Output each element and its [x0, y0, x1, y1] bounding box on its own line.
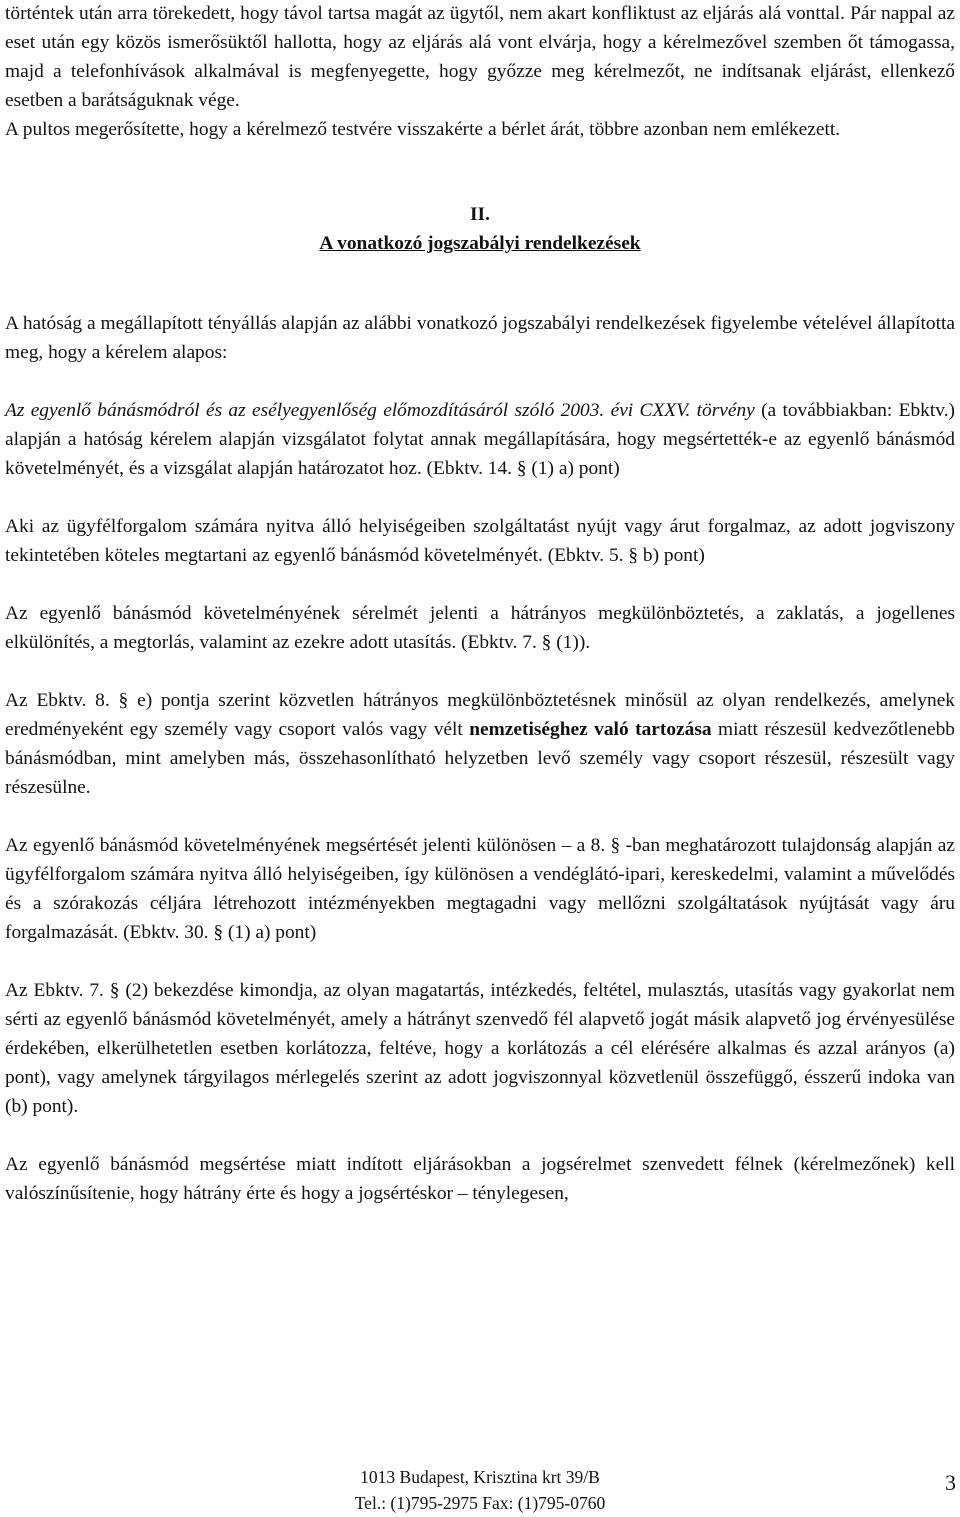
- footer-address: 1013 Budapest, Krisztina krt 39/B: [360, 1467, 600, 1487]
- paragraph-service-obligation: Aki az ügyfélforgalom számára nyitva álló helyiségeiben szolgáltatást nyújt vagy árut forgalmaz, az adott jogviszony tekintetében köteles megtartani az egyenlő bánásmód követelményét. (Ebktv. 5. § b) pont): [5, 516, 955, 566]
- footer-contact: Tel.: (1)795-2975 Fax: (1)795-0760: [354, 1493, 606, 1513]
- section-title: A vonatkozó jogszabályi rendelkezések: [319, 233, 641, 254]
- intro-paragraph: történtek után arra törekedett, hogy távol tartsa magát az ügytől, nem akart konfliktust az eljárás alá vonttal. Pár nappal az eset után egy közös ismerősüktől hallotta, hogy az eljárás alá vont elvárja, hogy a kérelmezővel szemben őt támogassa, majd a telefonhívások alkalmával is megfenyegette, hogy győzze meg kérelmezőt, ne indítsanak eljárást, ellenkező esetben a barátságuknak vége.: [5, 3, 955, 111]
- page-number: 3: [945, 1470, 956, 1495]
- paragraph-direct-discrimination: [5, 686, 955, 802]
- emphasis-nationality: nemzetiséghez való tartozása: [469, 719, 712, 740]
- paragraph-service-refusal: Az egyenlő bánásmód követelményének megsértését jelenti különösen – a 8. § -ban meghatározott tulajdonság alapján az ügyfélforgalom számára nyitva álló helyiségeiben, így különösen a vendéglátó-ipari, kereskedelmi, valamint a művelődés és a szórakozás céljára létrehozott intézményekben megtagadni vagy mellőzni szolgáltatások nyújtását vagy áru forgalmazását. (Ebktv. 30. § (1) a) pont): [5, 835, 955, 943]
- paragraph-burden-of-proof: Az egyenlő bánásmód megsértése miatt indított eljárásokban a jogsérelmet szenvedett félnek (kérelmezőnek) kell valószínűsítenie, hogy hátrány érte és hogy a jogsértéskor – ténylegesen,: [5, 1154, 955, 1204]
- paragraph-ebktv-intro-text: (a továbbiakban: Ebktv.) alapján a hatóság kérelem alapján vizsgálatot folytat annak megállapítására, hogy megsértették-e az egyenlő bánásmód követelményét, és a vizsgálat alapján határozatot hoz. (Ebktv. 14. § (1) a) pont): [5, 400, 955, 479]
- section-number: II.: [470, 204, 490, 225]
- bartender-paragraph: A pultos megerősítette, hogy a kérelmező testvére visszakérte a bérlet árát, többre azonban nem emlékezett.: [5, 119, 841, 140]
- paragraph-violation-forms: Az egyenlő bánásmód követelményének sérelmét jelenti a hátrányos megkülönböztetés, a zaklatás, a jogellenes elkülönítés, a megtorlás, valamint az ezekre adott utasítás. (Ebktv. 7. § (1)).: [5, 603, 955, 653]
- document-body: [5, 0, 955, 1208]
- paragraph-assessment: A hatóság a megállapított tényállás alapján az alábbi vonatkozó jogszabályi rendelkezések figyelembe vételével állapította meg, hogy a kérelem alapos:: [5, 313, 955, 363]
- paragraph-direct-discrimination-end: miatt részesül kedvezőtlenebb bánásmódban, mint amelyben más, összehasonlítható helyzetben levő személy vagy csoport részesül, részesült vagy részesülne.: [5, 719, 955, 798]
- paragraph-direct-discrimination-start: Az Ebktv. 8. § e) pontja szerint közvetlen hátrányos megkülönböztetésnek minősül az olyan rendelkezés, amelynek eredményeként egy személy vagy csoport valós vagy vélt: [5, 690, 955, 740]
- paragraph-ebktv-intro: [5, 396, 955, 483]
- paragraph-exemption: Az Ebktv. 7. § (2) bekezdése kimondja, az olyan magatartás, intézkedés, feltétel, mulasztás, utasítás vagy gyakorlat nem sérti az egyenlő bánásmód követelményét, amely a hátrányt szenvedő fél alapvető jogát másik alapvető jog érvényesülése érdekében, elkerülhetetlen esetben korlátozza, feltéve, hogy a korlátozás a cél elérésére alkalmas és azzal arányos (a) pont), vagy amelynek tárgyilagos mérlegelés szerint az adott jogviszonnyal közvetlenül összefüggő, ésszerű indoka van (b) pont).: [5, 980, 955, 1117]
- page-footer: [0, 1464, 960, 1516]
- law-title: Az egyenlő bánásmódról és az esélyegyenlőség előmozdításáról szóló 2003. évi CXXV. törvény: [5, 400, 755, 421]
